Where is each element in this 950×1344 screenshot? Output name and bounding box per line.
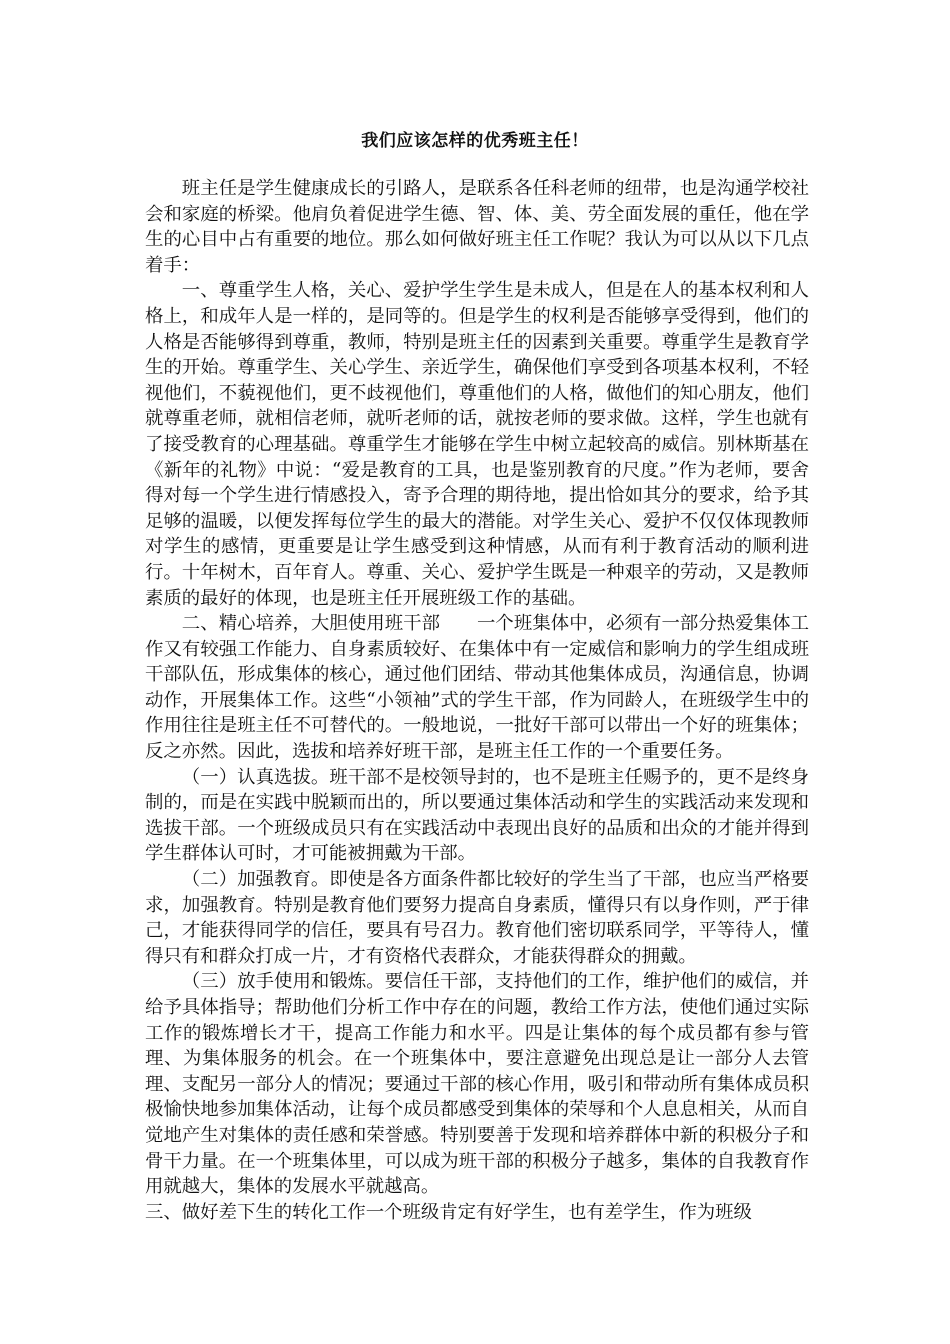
- paragraph-section-3: 三、做好差下生的转化工作一个班级肯定有好学生，也有差学生，作为班级: [145, 1201, 752, 1223]
- paragraph-subsection-2: （二）加强教育。即使是各方面条件都比较好的学生当了干部，也应当严格要求，加强教育。特别是教育他们要努力提高自身素质，懂得只有以身作则，严于律己，才能获得同学的信任，要具有号召力。教育他们密切联系同学，平等待人，懂得只有和群众打成一片，才有资格代表群众，才能获得群众的拥戴。: [145, 869, 809, 967]
- document-title: 我们应该怎样的优秀班主任！: [361, 131, 589, 151]
- paragraph-subsection-3: （三）放手使用和锻炼。要信任干部，支持他们的工作，维护他们的威信，并给予具体指导；帮助他们分析工作中存在的问题，教给工作方法，使他们通过实际工作的锻炼增长才干，提高工作能力和水平。四是让集体的每个成员都有参与管理、为集体服务的机会。在一个班集体中，要注意避免出现总是让一部分人去管理、支配另一部分人的情况；要通过干部的核心作用，吸引和带动所有集体成员积极愉快地参加集体活动，让每个成员都感受到集体的荣辱和个人息息相关，从而自觉地产生对集体的责任感和荣誉感。特别要善于发现和培养群体中新的积极分子和骨干力量。在一个班集体里，可以成为班干部的积极分子越多，集体的自我教育作用就越大，集体的发展水平就越高。: [145, 971, 809, 1198]
- paragraph-subsection-1: （一）认真选拔。班干部不是校领导封的，也不是班主任赐予的，更不是终身制的，而是在实践中脱颖而出的，所以要通过集体活动和学生的实践活动来发现和选拔干部。一个班级成员只有在实践活动中表现出良好的品质和出众的才能并得到学生群体认可时，才可能被拥戴为干部。: [145, 766, 809, 865]
- paragraph-intro: 班主任是学生健康成长的引路人，是联系各任科老师的纽带，也是沟通学校社会和家庭的桥梁。他肩负着促进学生德、智、体、美、劳全面发展的重任，他在学生的心目中占有重要的地位。那么如何做好班主任工作呢？我认为可以从以下几点着手：: [145, 178, 809, 276]
- document-body: [145, 176, 809, 1225]
- paragraph-section-2: 二、精心培养，大胆使用班干部 一个班集体中，必须有一部分热爱集体工作又有较强工作能力、自身素质较好、在集体中有一定威信和影响力的学生组成班干部队伍，形成集体的核心，通过他们团结、带动其他集体成员，沟通信息，协调动作，开展集体工作。这些“小领袖”式的学生干部，作为同龄人，在班级学生中的作用往往是班主任不可替代的。一般地说，一批好干部可以带出一个好的班集体；反之亦然。因此，选拔和培养好班干部，是班主任工作的一个重要任务。: [145, 613, 809, 763]
- paragraph-section-1: 一、尊重学生人格，关心、爱护学生学生是未成人，但是在人的基本权利和人格上，和成年人是一样的，是同等的。但是学生的权利是否能够享受得到，他们的人格是否能够得到尊重，教师，特别是班主任的因素到关重要。尊重学生是教育学生的开始。尊重学生、关心学生、亲近学生，确保他们享受到各项基本权利，不轻视他们，不藐视他们，更不歧视他们，尊重他们的人格，做他们的知心朋友，他们就尊重老师，就相信老师，就听老师的话，就按老师的要求做。这样，学生也就有了接受教育的心理基础。尊重学生才能够在学生中树立起较高的威信。别林斯基在《新年的礼物》中说：“爱是教育的工具，也是鉴别教育的尺度。”作为老师，要舍得对每一个学生进行情感投入，寄予合理的期待地，提出恰如其分的要求，给予其足够的温暖，以便发挥每位学生的最大的潜能。对学生关心、爱护不仅仅体现教师对学生的感情，更重要是让学生感受到这种情感，从而有利于教育活动的顺利进行。十年树木，百年育人。尊重、关心、爱护学生既是一种艰辛的劳动，又是教师素质的最好的体现，也是班主任开展班级工作的基础。: [145, 280, 809, 609]
